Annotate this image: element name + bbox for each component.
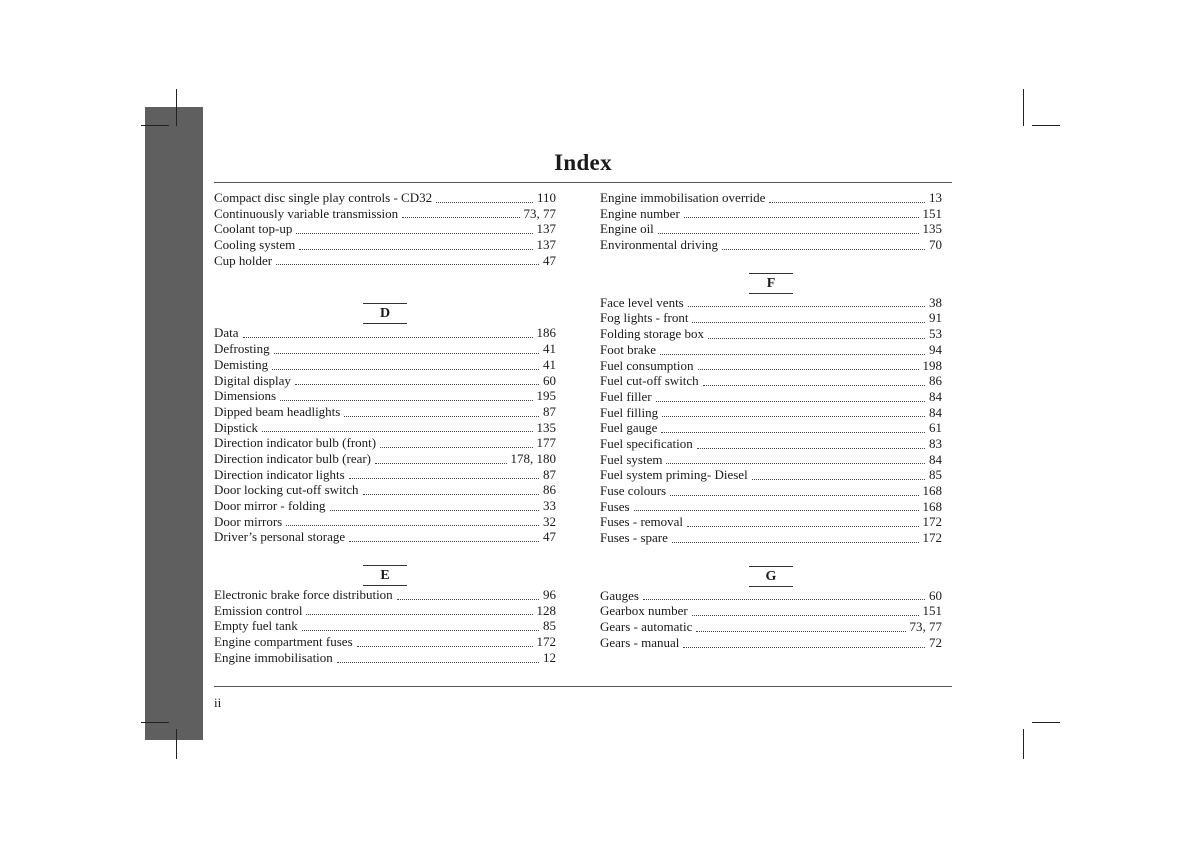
index-entry — [214, 341, 556, 357]
dot-leader — [286, 525, 539, 526]
index-entry-label: Coolant top-up — [214, 221, 293, 237]
index-entry-label: Fuel cut-off switch — [600, 373, 699, 389]
crop-mark-top-left-v — [176, 89, 177, 126]
index-entry-label: Dipped beam headlights — [214, 403, 341, 419]
index-entry — [214, 221, 556, 237]
index-entry-page: 178, 180 — [510, 450, 556, 466]
index-entry-label: Direction indicator bulb (front) — [214, 435, 377, 451]
crop-mark-bottom-right-v — [1023, 729, 1024, 759]
index-entry — [600, 190, 942, 206]
index-entry-label: Demisting — [214, 356, 269, 372]
dot-leader — [697, 448, 925, 449]
index-entry-page: 13 — [929, 190, 942, 205]
dot-leader — [661, 432, 925, 433]
dot-leader — [688, 306, 925, 307]
index-entry — [600, 588, 942, 604]
index-entry-label: Environmental driving — [600, 237, 719, 253]
dot-leader — [296, 233, 532, 234]
dot-leader — [302, 630, 539, 631]
index-entry — [214, 634, 556, 650]
index-entry-label: Compact disc single play controls - CD32 — [214, 190, 433, 205]
index-entry — [214, 325, 556, 341]
dot-leader — [280, 400, 532, 401]
index-entry-page: 172 — [922, 530, 942, 546]
dot-leader — [670, 495, 918, 496]
index-entry-page: 41 — [543, 356, 556, 372]
index-entry — [214, 388, 556, 404]
index-entry — [214, 514, 556, 530]
entries-f — [600, 295, 942, 546]
dot-leader — [295, 384, 539, 385]
index-entry-page: 83 — [929, 435, 942, 451]
dot-leader — [402, 217, 519, 218]
index-entry-page: 72 — [929, 634, 942, 650]
page-number: ii — [214, 695, 222, 710]
index-entry — [214, 190, 556, 206]
index-entry — [600, 310, 942, 326]
index-entry-page: 85 — [929, 467, 942, 483]
index-entry — [214, 357, 556, 373]
dot-leader — [658, 233, 919, 234]
index-entry-page: 137 — [536, 237, 556, 253]
letter-heading-f — [600, 273, 942, 294]
index-entry-page: 38 — [929, 294, 942, 310]
header-rule — [214, 182, 952, 183]
index-entry — [214, 498, 556, 514]
index-column-left — [214, 190, 556, 666]
index-entry-label: Fuses - removal — [600, 514, 684, 530]
index-entry-page: 87 — [543, 466, 556, 482]
index-entry-label: Continuously variable transmission — [214, 205, 399, 221]
dot-leader — [698, 369, 919, 370]
index-entry-label: Gauges — [600, 587, 639, 603]
dot-leader — [262, 431, 532, 432]
index-entry — [600, 530, 942, 546]
index-entry-page: 168 — [922, 483, 942, 498]
dot-leader — [337, 662, 539, 663]
index-entry-label: Fuel filling — [600, 404, 659, 420]
index-entry — [600, 295, 942, 311]
index-entry-page: 73, 77 — [523, 205, 556, 221]
index-entry-label: Data — [214, 325, 239, 341]
letter-g: G — [749, 566, 793, 587]
dot-leader — [344, 416, 539, 417]
index-entry-label: Foot brake — [600, 341, 656, 357]
index-entry-label: Door locking cut-off switch — [214, 482, 359, 498]
entries-e-continued — [600, 190, 942, 253]
letter-e: E — [363, 565, 407, 586]
index-entry-page: 128 — [536, 602, 556, 618]
index-entry-label: Fuel consumption — [600, 357, 694, 373]
index-entry-page: 84 — [929, 404, 942, 420]
index-entry-page: 135 — [922, 221, 942, 237]
index-entry-label: Digital display — [214, 372, 291, 388]
index-entry-page: 96 — [543, 587, 556, 603]
dot-leader — [696, 631, 905, 632]
index-entry-label: Fuel specification — [600, 435, 693, 451]
page-title: Index — [554, 150, 612, 175]
index-entry-label: Engine immobilisation — [214, 649, 333, 665]
letter-heading-e — [214, 565, 556, 586]
index-entry-label: Fuses - spare — [600, 530, 668, 546]
index-entry-label: Face level vents — [600, 294, 684, 310]
dot-leader — [349, 541, 539, 542]
dot-leader — [397, 599, 539, 600]
dot-leader — [660, 354, 925, 355]
dot-leader — [687, 526, 918, 527]
crop-mark-top-right-v — [1023, 89, 1024, 126]
index-entry-page: 47 — [543, 529, 556, 545]
letter-f: F — [749, 273, 793, 294]
index-entry-page: 32 — [543, 513, 556, 529]
index-entry — [600, 499, 942, 515]
dot-leader — [357, 646, 533, 647]
dot-leader — [276, 264, 539, 265]
index-entry-page: 70 — [929, 237, 942, 253]
dot-leader — [272, 369, 539, 370]
index-entry-label: Folding storage box — [600, 326, 704, 342]
dot-leader — [243, 337, 533, 338]
index-entry — [600, 514, 942, 530]
index-column-right — [600, 190, 942, 651]
index-entry — [600, 483, 942, 499]
dot-leader — [634, 510, 919, 511]
index-entry-label: Fuel gauge — [600, 420, 658, 436]
index-entry — [600, 389, 942, 405]
dot-leader — [672, 542, 919, 543]
index-entry — [214, 603, 556, 619]
entries-c-continued — [214, 190, 556, 268]
index-entry — [214, 451, 556, 467]
dot-leader — [683, 647, 925, 648]
index-entry — [214, 420, 556, 436]
index-entry-page: 60 — [543, 372, 556, 388]
index-entry — [600, 420, 942, 436]
index-entry-label: Electronic brake force distribution — [214, 587, 393, 603]
index-entry — [214, 482, 556, 498]
crop-mark-bottom-left-v — [176, 729, 177, 759]
letter-heading-d — [214, 303, 556, 324]
index-entry — [214, 206, 556, 222]
index-entry-label: Gears - manual — [600, 634, 680, 650]
index-entry — [600, 405, 942, 421]
index-entry-page: 172 — [922, 514, 942, 530]
index-entry-page: 195 — [536, 388, 556, 404]
index-entry — [214, 467, 556, 483]
index-entry-label: Fuel filler — [600, 388, 652, 404]
index-entry — [600, 603, 942, 619]
dot-leader — [692, 322, 925, 323]
dot-leader — [349, 478, 539, 479]
index-entry-page: 53 — [929, 326, 942, 342]
index-entry-page: 177 — [536, 435, 556, 451]
index-entry — [600, 619, 942, 635]
index-entry — [214, 618, 556, 634]
index-entry-page: 86 — [543, 482, 556, 498]
index-entry-label: Fog lights - front — [600, 310, 689, 326]
footer-rule — [214, 686, 952, 687]
index-entry-page: 94 — [929, 341, 942, 357]
index-entry — [214, 237, 556, 253]
index-entry-label: Gearbox number — [600, 603, 688, 619]
dot-leader — [363, 494, 539, 495]
index-entry — [214, 404, 556, 420]
index-entry-label: Cup holder — [214, 252, 273, 268]
index-entry-label: Empty fuel tank — [214, 618, 298, 634]
index-entry — [214, 587, 556, 603]
index-entry — [214, 253, 556, 269]
dot-leader — [722, 249, 925, 250]
dot-leader — [666, 463, 925, 464]
dot-leader — [375, 463, 506, 464]
index-entry-label: Door mirror - folding — [214, 498, 326, 513]
index-entry-label: Engine number — [600, 205, 680, 221]
index-entry — [600, 206, 942, 222]
index-entry-page: 12 — [543, 649, 556, 665]
dot-leader — [306, 614, 532, 615]
dot-leader — [662, 416, 925, 417]
index-entry-page: 135 — [536, 419, 556, 435]
index-entry — [600, 467, 942, 483]
index-entry-page: 47 — [543, 252, 556, 268]
index-entry-page: 73, 77 — [909, 619, 942, 635]
index-entry-label: Door mirrors — [214, 513, 283, 529]
crop-mark-top-left-h — [141, 125, 169, 126]
index-entry-label: Dipstick — [214, 419, 259, 435]
index-entry — [600, 221, 942, 237]
section-tab-strip — [145, 107, 203, 740]
index-entry-label: Defrosting — [214, 341, 270, 357]
index-entry-label: Engine oil — [600, 221, 654, 237]
crop-mark-bottom-right-h — [1032, 722, 1060, 723]
index-entry-page: 172 — [536, 634, 556, 650]
index-entry-label: Direction indicator lights — [214, 466, 345, 482]
index-entry-page: 60 — [929, 587, 942, 603]
index-entry — [600, 436, 942, 452]
index-entry — [600, 635, 942, 651]
index-entry-label: Fuel system priming- Diesel — [600, 467, 748, 483]
entries-g — [600, 588, 942, 651]
index-entry-page: 86 — [929, 373, 942, 389]
dot-leader — [692, 615, 919, 616]
dot-leader — [299, 249, 532, 250]
index-entry-label: Fuses — [600, 498, 630, 514]
index-entry-label: Dimensions — [214, 388, 277, 404]
dot-leader — [274, 353, 539, 354]
index-entry-page: 61 — [929, 420, 942, 436]
dot-leader — [752, 479, 925, 480]
index-entry-page: 151 — [922, 603, 942, 619]
index-entry — [600, 326, 942, 342]
index-entry-page: 198 — [922, 357, 942, 373]
dot-leader — [684, 217, 919, 218]
dot-leader — [656, 401, 925, 402]
index-entry — [214, 435, 556, 451]
dot-leader — [643, 599, 925, 600]
index-entry-label: Driver’s personal storage — [214, 529, 346, 545]
index-entry — [600, 342, 942, 358]
index-entry-page: 186 — [536, 325, 556, 341]
index-entry-page: 151 — [922, 205, 942, 221]
index-entry-page: 84 — [929, 388, 942, 404]
index-entry-label: Engine compartment fuses — [214, 634, 353, 650]
index-entry-page: 84 — [929, 451, 942, 467]
index-entry-label: Cooling system — [214, 237, 296, 253]
index-entry — [214, 650, 556, 666]
entries-e — [214, 587, 556, 665]
index-entry-page: 168 — [922, 498, 942, 514]
letter-heading-g — [600, 566, 942, 587]
index-entry-page: 137 — [536, 221, 556, 237]
index-entry-page: 87 — [543, 403, 556, 419]
index-entry — [214, 529, 556, 545]
index-entry — [600, 358, 942, 374]
index-entry-page: 85 — [543, 618, 556, 634]
index-entry-label: Engine immobilisation override — [600, 190, 766, 205]
index-entry — [600, 373, 942, 389]
dot-leader — [708, 338, 925, 339]
letter-d: D — [363, 303, 407, 324]
entries-d — [214, 325, 556, 545]
index-entry-label: Gears - automatic — [600, 619, 693, 635]
index-entry-label: Fuse colours — [600, 483, 667, 498]
dot-leader — [380, 447, 532, 448]
dot-leader — [703, 385, 925, 386]
dot-leader — [769, 202, 925, 203]
index-entry-label: Direction indicator bulb (rear) — [214, 450, 372, 466]
index-entry — [600, 237, 942, 253]
index-entry-label: Fuel system — [600, 451, 663, 467]
index-entry-page: 91 — [929, 310, 942, 326]
index-entry — [600, 452, 942, 468]
dot-leader — [330, 510, 539, 511]
crop-mark-bottom-left-h — [141, 722, 169, 723]
index-entry-page: 110 — [536, 190, 556, 205]
index-entry-label: Emission control — [214, 602, 303, 618]
index-entry-page: 41 — [543, 341, 556, 357]
crop-mark-top-right-h — [1032, 125, 1060, 126]
index-entry — [214, 373, 556, 389]
index-entry-page: 33 — [543, 498, 556, 513]
dot-leader — [436, 202, 533, 203]
